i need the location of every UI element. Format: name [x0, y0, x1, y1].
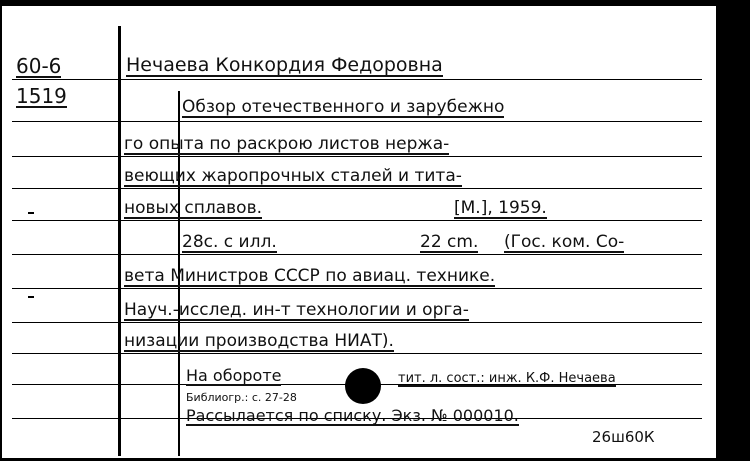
rule-line — [12, 188, 702, 189]
punch-hole — [345, 368, 381, 404]
rule-line — [12, 353, 702, 354]
margin-tick — [28, 212, 34, 214]
rule-line — [12, 156, 702, 157]
series-line: Науч.-исслед. ин-т технологии и орга- — [124, 300, 469, 320]
rule-line — [12, 220, 702, 221]
title-line: Обзор отечественного и зарубежно — [182, 97, 505, 117]
dimensions: 22 cm. — [420, 232, 479, 252]
imprint: [М.], 1959. — [454, 198, 547, 218]
rule-line — [12, 79, 702, 80]
note-distribution: Рассылается по списку. Экз. № 000010. — [186, 406, 519, 425]
call-number-bottom: 1519 — [16, 84, 67, 108]
scan-border-right — [716, 0, 750, 461]
catalog-card — [2, 6, 716, 458]
inventory-number: 26ш60К — [592, 428, 655, 446]
note-verso-lead: На обороте — [186, 366, 282, 385]
call-number-top: 60-6 — [16, 54, 62, 78]
margin-tick — [28, 296, 34, 298]
note-bibliography: Библиогр.: с. 27-28 — [186, 391, 297, 404]
rule-line — [12, 254, 702, 255]
vertical-rule-main — [118, 26, 121, 456]
series-line: низации производства НИАТ). — [124, 331, 394, 351]
author-heading: Нечаева Конкордия Федоровна — [126, 54, 443, 76]
title-line: новых сплавов. — [124, 198, 263, 218]
note-verso-rest: тит. л. сост.: инж. К.Ф. Нечаева — [398, 371, 616, 386]
series-line: (Гос. ком. Со- — [504, 232, 625, 252]
rule-line — [12, 288, 702, 289]
title-line: веющих жаропрочных сталей и тита- — [124, 166, 462, 186]
title-line: го опыта по раскрою листов нержа- — [124, 134, 450, 154]
pagination: 28с. с илл. — [182, 232, 277, 252]
rule-line — [12, 121, 702, 122]
series-line: вета Министров СССР по авиац. технике. — [124, 266, 496, 286]
rule-line — [12, 322, 702, 323]
